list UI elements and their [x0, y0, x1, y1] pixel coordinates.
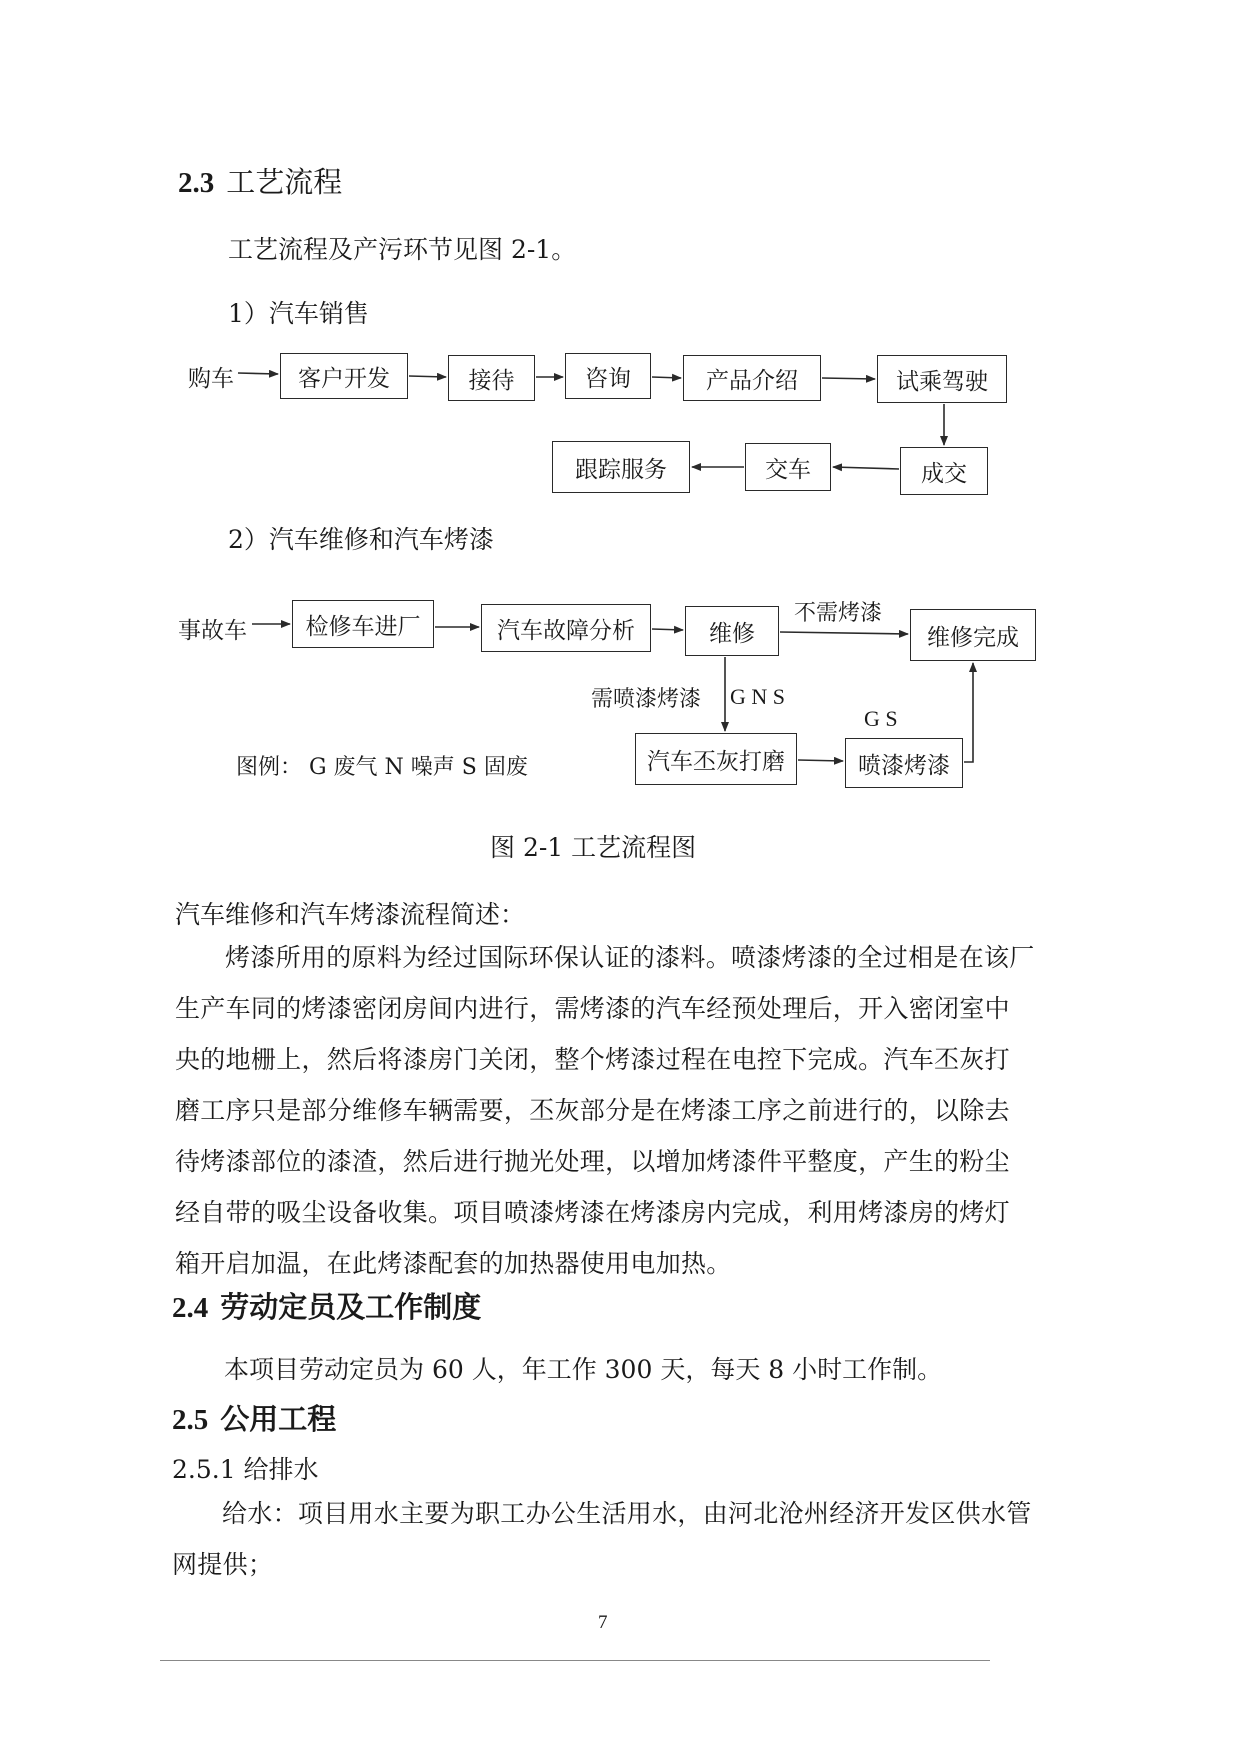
section-number: 2.3 [178, 167, 215, 199]
page-number: 7 [598, 1612, 608, 1633]
arrow-consult-to-product [652, 377, 681, 378]
arrow-repair-to-done [780, 632, 908, 634]
flow2-start-label: 事故车 [178, 618, 247, 644]
box-test-drive: 试乘驾驶 [877, 355, 1007, 403]
summary-paragraph: 烤漆所用的原料为经过国际环保认证的漆料。喷漆烤漆的全过相是在该厂生产车同的烤漆密闭房间内进行，需烤漆的汽车经预处理后，开入密闭室中央的地栅上，然后将漆房门关闭，整个烤漆过程在电控下完成。汽车丕灰打磨工序只是部分维修车辆需要，丕灰部分是在烤漆工序之前进行的，以除去待烤漆部位的漆渣，然后进行抛光处理，以增加烤漆件平整度，产生的粉尘经自带的吸尘设备收集。项目喷漆烤漆在烤漆房内完成，利用烤漆房的烤灯箱开启加温，在此烤漆配套的加热器使用电加热。 [175, 943, 1035, 1278]
label-no-paint: 不需烤漆 [794, 601, 883, 626]
flow1-start-label: 购车 [188, 366, 234, 392]
arrow-product-to-testdrive [822, 378, 875, 379]
arrow-deal-to-delivery [833, 467, 899, 469]
section-title: 劳动定员及工作制度 [220, 1290, 482, 1324]
footer-rule [160, 1660, 990, 1661]
box-sanding: 汽车丕灰打磨 [635, 733, 797, 785]
box-delivery: 交车 [745, 443, 831, 491]
arrow-analysis-to-repair [652, 629, 683, 630]
box-fault-analysis: 汽车故障分析 [481, 604, 651, 652]
section-number: 2.5 [172, 1404, 209, 1436]
box-reception: 接待 [448, 355, 535, 401]
section-title: 公用工程 [220, 1402, 337, 1436]
arrow-sanding-to-paint [798, 760, 843, 761]
summary-heading: 汽车维修和汽车烤漆流程简述： [175, 900, 526, 929]
section-number: 2.4 [172, 1292, 209, 1324]
box-paint-bake: 喷漆烤漆 [845, 738, 963, 788]
box-customer-dev: 客户开发 [280, 353, 408, 399]
label-gs: G S [864, 706, 898, 731]
box-consult: 咨询 [565, 353, 651, 399]
box-inspect-entry: 检修车进厂 [292, 600, 434, 648]
figure-caption: 图 2-1 工艺流程图 [490, 833, 697, 862]
box-follow-up: 跟踪服务 [552, 441, 690, 493]
arrow-paint-to-done [964, 663, 973, 762]
section-title: 工艺流程 [226, 165, 343, 199]
section-2-5-1-heading: 2.5.1 给排水 [172, 1455, 319, 1484]
flow1-heading: 1）汽车销售 [228, 299, 369, 328]
section-2-4-body: 本项目劳动定员为 60 人，年工作 300 天，每天 8 小时工作制。 [224, 1355, 943, 1384]
label-gns: G N S [730, 684, 786, 709]
label-need-paint: 需喷漆烤漆 [591, 687, 702, 712]
box-repair-done: 维修完成 [910, 609, 1036, 661]
box-product-intro: 产品介绍 [683, 355, 821, 401]
box-deal: 成交 [900, 447, 988, 495]
section-2-4-heading [172, 1285, 481, 1326]
flow2-heading: 2）汽车维修和汽车烤漆 [228, 525, 494, 554]
arrow-customer-to-reception [409, 376, 446, 377]
intro-text: 工艺流程及产污环节见图 2-1。 [228, 235, 577, 264]
legend: 图例： G 废气 N 噪声 S 固废 [236, 755, 528, 780]
water-supply-paragraph: 给水：项目用水主要为职工办公生活用水，由河北沧州经济开发区供水管网提供； [172, 1499, 1032, 1579]
arrow-start-to-customer [238, 373, 278, 374]
section-2-5-heading [172, 1397, 336, 1438]
box-repair: 维修 [685, 606, 779, 656]
